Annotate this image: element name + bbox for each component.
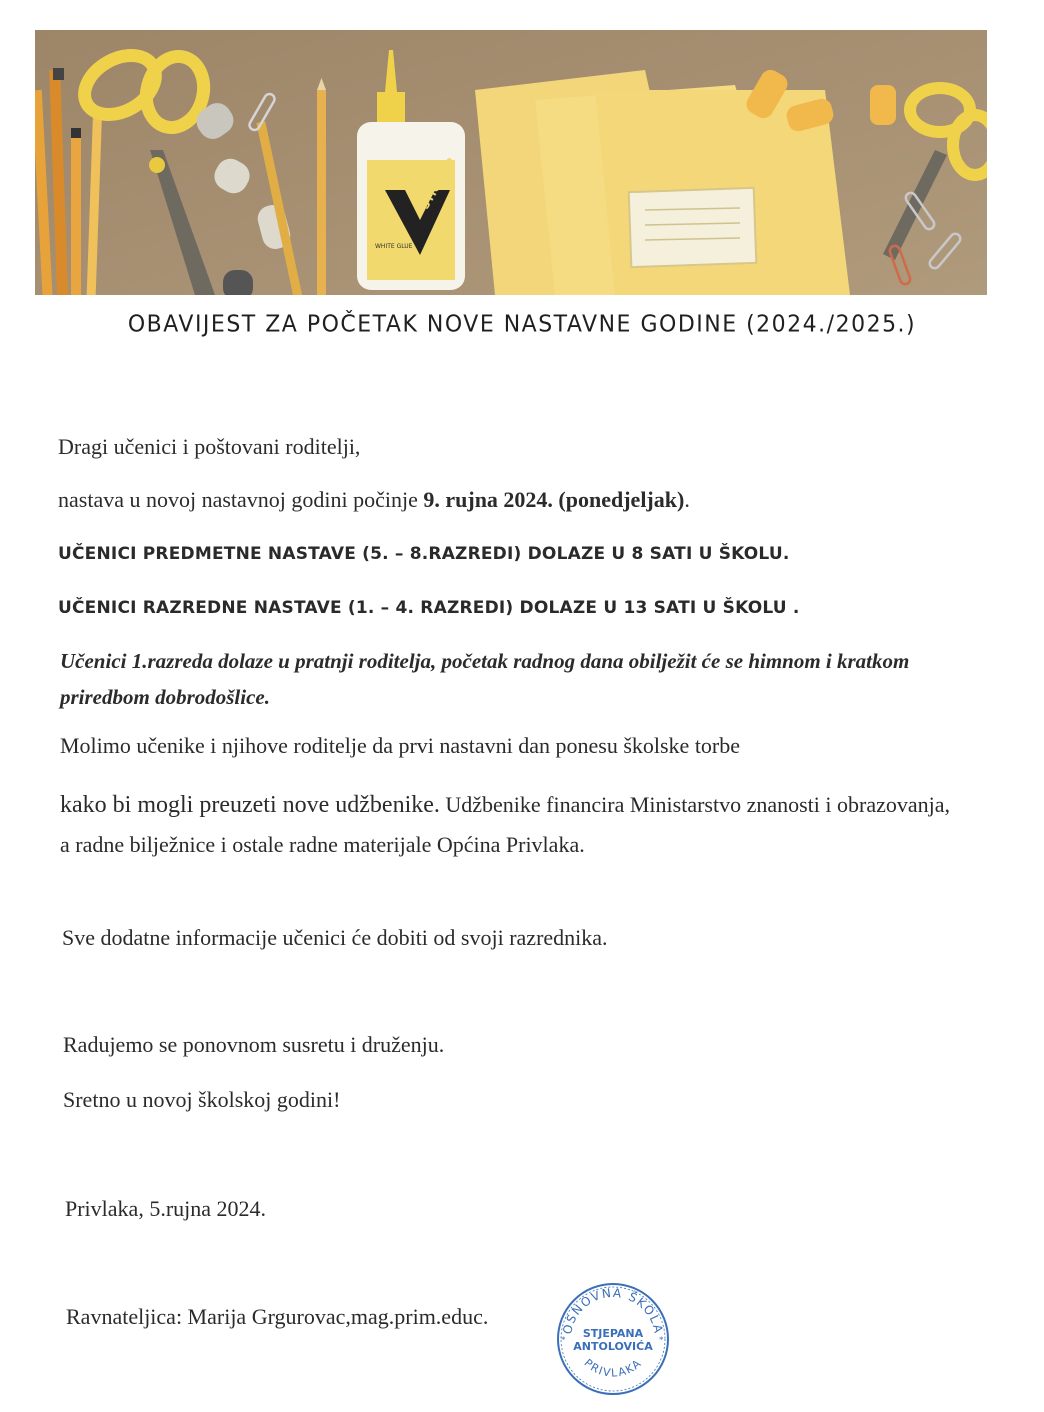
signature-line: Ravnateljica: Marija Grgurovac,mag.prim.educ.: [66, 1304, 489, 1329]
greeting: Dragi učenici i poštovani roditelji,: [58, 434, 361, 459]
subject-teaching-notice: UČENICI PREDMETNE NASTAVE (5. – 8.RAZREDI) DOLAZE U 8 SATI U ŠKOLU.: [58, 544, 790, 564]
stamp-bottom-arc: PRIVLAKA: [581, 1356, 645, 1380]
stamp-star-right-icon: *: [659, 1335, 664, 1345]
textbooks-paragraph: [60, 785, 960, 865]
stamp-line-1: STJEPANA: [582, 1327, 644, 1340]
class-teaching-notice: UČENICI RAZREDNE NASTAVE (1. – 4. RAZREDI) DOLAZE U 13 SATI U ŠKOLU .: [58, 598, 800, 618]
textbooks-rest: Udžbenike financira Ministarstvo znanosti i obrazovanja, a radne bilježnice i ostale radne materijale Općina Privlaka.: [60, 792, 951, 857]
textbooks-lead: kako bi mogli preuzeti nove udžbenike.: [60, 792, 440, 818]
school-stamp: [553, 1277, 673, 1397]
stamp-top-arc: OSNOVNA ŠKOLA: [560, 1285, 666, 1336]
page-title: OBAVIJEST ZA POČETAK NOVE NASTAVNE GODINE (2024./2025.): [127, 311, 917, 338]
stamp-line-2: ANTOLOVIĆA: [573, 1340, 653, 1353]
school-bags-line: Molimo učenike i njihove roditelje da prvi nastavni dan ponesu školske torbe: [60, 733, 741, 758]
closing-line-2: Sretno u novoj školskoj godini!: [63, 1087, 341, 1112]
closing-line-1: Radujemo se ponovnom susretu i druženju.: [63, 1032, 445, 1057]
glue-label-text: WHITE GLUE: [375, 243, 413, 250]
header-banner-image: [35, 30, 987, 295]
stamp-star-left-icon: *: [561, 1335, 566, 1345]
start-date-prefix: nastava u novoj nastavnoj godini počinje: [58, 487, 424, 512]
notebooks-icon: [475, 70, 850, 295]
first-grade-notice: Učenici 1.razreda dolaze u pratnji roditelja, početak radnog dana obilježit će se himnom i kratkom priredbom dobrodošlice.: [60, 649, 910, 709]
start-date-line: [58, 487, 690, 513]
svg-text:PRIVLAKA: [582, 1356, 645, 1379]
start-date-suffix: .: [684, 487, 690, 512]
place-date: Privlaka, 5.rujna 2024.: [65, 1196, 267, 1221]
info-line: Sve dodatne informacije učenici će dobiti od svoji razrednika.: [62, 925, 608, 950]
start-date: 9. rujna 2024. (ponedjeljak): [423, 487, 685, 512]
glue-brand-text: STICK UP: [418, 155, 459, 212]
